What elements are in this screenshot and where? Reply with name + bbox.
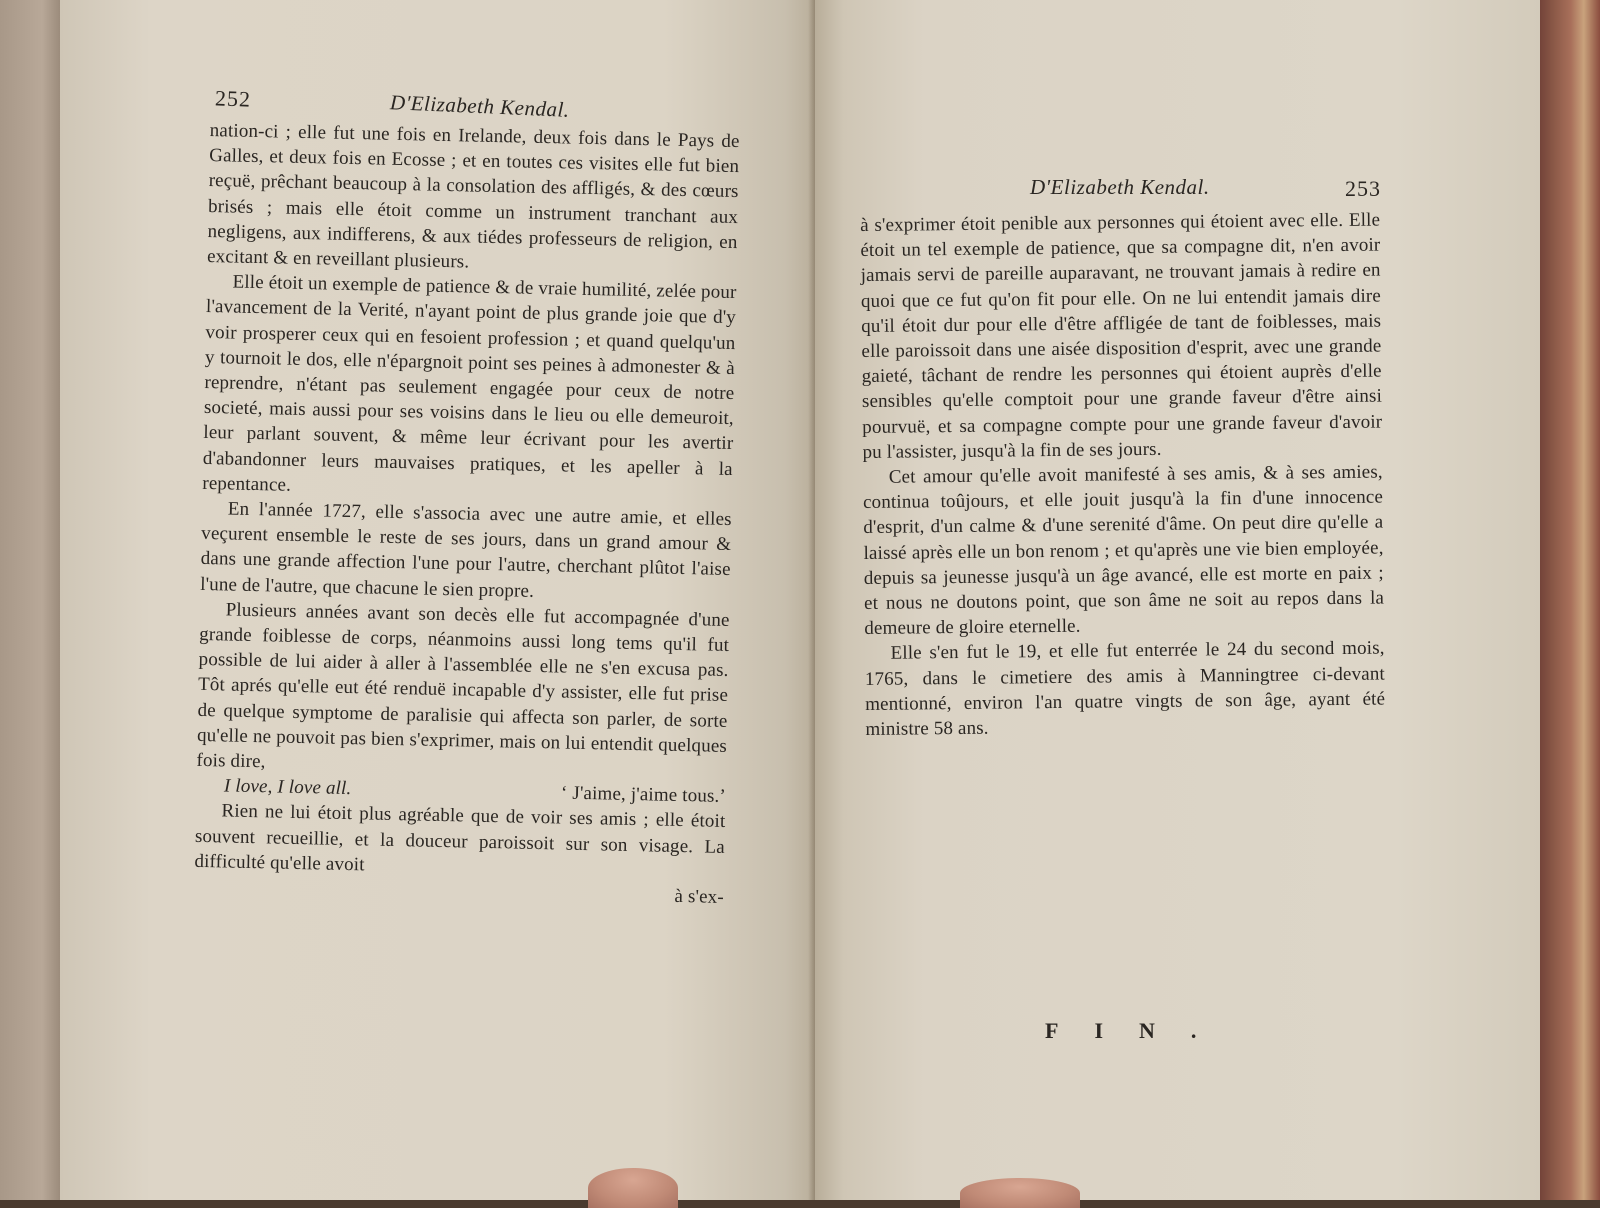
right-page-number: 253	[1345, 176, 1381, 201]
right-running-head: D'Elizabeth Kendal.	[1030, 175, 1210, 199]
right-paragraph-2: Cet amour qu'elle avoit manifesté à ses amis, & à ses amies, continua toûjours, et elle jouit jusqu'à la fin d'une innocence d'esprit, d'un calme & d'une serenité d'âme. On peut dire qu'elle a laissé après elle un bon renom ; et qu'après une vie bien employée, depuis sa jeunesse jusqu'à un âge avancé, elle est morte en paix ; et nous ne doutons point, que son âme ne soit au repos dans la demeure de gloire eternelle.	[862, 461, 1385, 640]
end-mark: FIN.	[1045, 1018, 1233, 1043]
left-paragraph-5: Rien ne lui étoit plus agréable que de voir ses amis ; elle étoit souvent recueillie, et la douceur paroissoit sur son visage. La difficulté qu'elle avoit	[194, 800, 726, 876]
catchword: à s'ex-	[674, 885, 725, 909]
left-paragraph-3: En l'année 1727, elle s'associa avec une autre amie, et elles veçurent ensemble le reste de ses jours, dans un grand amour & dans une grande affection l'une pour l'autre, cherchant plûtot l'aise l'une de l'autre, que chacune le sien propre.	[200, 498, 732, 602]
right-page	[815, 0, 1540, 1200]
left-paragraph-2: Elle étoit un exemple de patience & de vraie humilité, zelée pour l'avancement de la Verité, n'ayant point de plus grande joie que d'y voir prosperer ceux qui en fesoient profession ; et quand quelqu'un y tournoit le dos, elle n'épargnoit point ses peines à admonester & à reprendre, n'étant pas seulement engagée pour ceux de notre societé, mais aussi pour ses voisins dans le lieu ou elle demeuroit, leur parlant souvent, & même leur écrivant pour les avertir d'abandonner leurs mauvaises pratiques, et les apeller à la repentance.	[202, 271, 737, 496]
left-paragraph-4: Plusieurs années avant son decès elle fut accompagnée d'une grande foiblesse de corps, néanmoins aussi long tems qu'il fut possible de lui aider à aller à l'assemblée elle ne s'en excusa pas. Tôt aprés qu'elle eut été renduë incapable d'y assister, elle fut prise de quelque symptome de paralisie qui affecta son parler, de sorte qu'elle ne pouvoit pas bien s'exprimer, mais on lui entendit quelques fois dire,	[196, 599, 730, 773]
left-page-text	[194, 118, 740, 910]
left-running-head: D'Elizabeth Kendal.	[389, 90, 571, 122]
left-thumb	[588, 1168, 678, 1208]
left-paragraph-1: nation-ci ; elle fut une fois en Irelande, deux fois dans le Pays de Galles, et deux fois en Ecosse ; et en toutes ces visites elle fut bien reçuë, prêchant beaucoup à la consolation des affligés, & des cœurs brisés ; mais elle étoit comme un instrument tranchant aux negligens, aux indifferens, & aux tiédes professeurs de religion, en excitant & en reveillant plusieurs.	[206, 119, 740, 273]
verse-french: ‘ J'aime, j'aime tous.’	[560, 782, 727, 808]
right-cover-edge	[1535, 0, 1600, 1200]
left-page	[60, 0, 815, 1200]
right-paragraph-3: Elle s'en fut le 19, et elle fut enterrée le 24 du second mois, 1765, dans le cimetiere des amis à Manningtree ci-devant mentionné, environ l'an quatre vingts de son âge, ayant été ministre 58 ans.	[864, 637, 1386, 741]
right-thumb	[960, 1178, 1080, 1208]
right-paragraph-1: à s'exprimer étoit penible aux personnes qui étoient avec elle. Elle étoit un tel exemple de patience, que sa compagne dit, n'en avoir jamais servi de pareille auparavant, ne trouvant jamais à redire en quoi que ce fut qu'on fit pour elle. On ne lui entendit jamais dire qu'il étoit dur pour elle d'être affligée de tant de foiblesses, mais elle paroissoit dans une aisée disposition d'esprit, avec une grande gaieté, tâchant de rendre les personnes qui étoient auprès d'elle sensibles qu'elle comptoit pour une grande faveur d'être ainsi pourvuë, et sa compagne compte pour une grande faveur d'avoir pu l'assister, jusqu'à la fin de ses jours.	[860, 209, 1383, 463]
right-page-text	[860, 208, 1386, 743]
verse-english: I love, I love all.	[223, 775, 352, 800]
left-page-number: 252	[214, 85, 252, 112]
